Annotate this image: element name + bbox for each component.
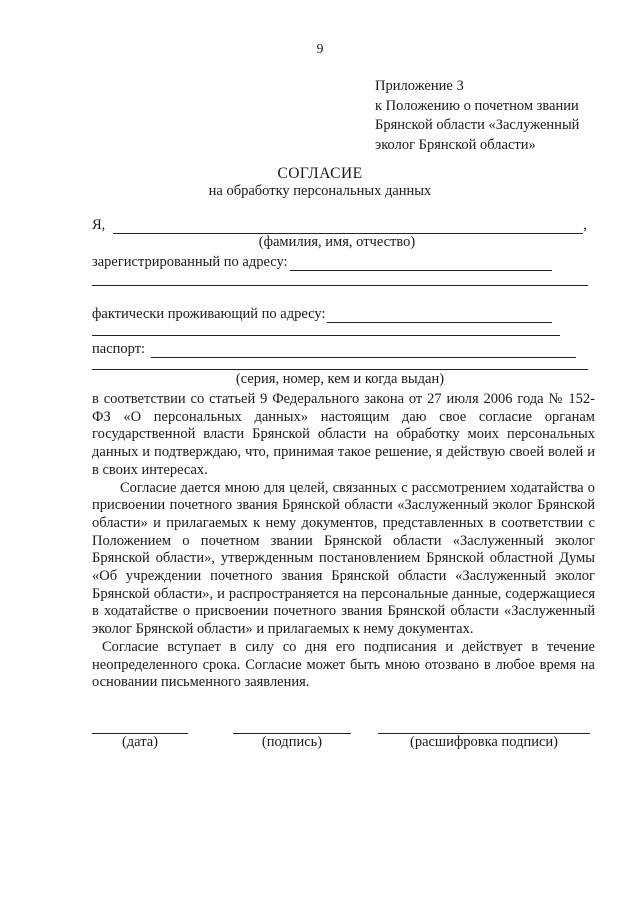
signature-decode-label: (расшифровка подписи)	[409, 734, 559, 750]
registered-row	[92, 253, 552, 271]
registered-extra-line[interactable]	[92, 285, 588, 286]
appendix-line-2: к Положению о почетном звании	[375, 97, 579, 114]
paragraph-validity: Согласие вступает в силу со дня его подписания и действует в течение неопределенного срока. Согласие может быть мною отозвано в любое время на основании письменного заявления.	[92, 638, 595, 691]
registered-input-line[interactable]	[290, 258, 552, 271]
passport-row	[92, 340, 576, 358]
appendix-line-1: Приложение 3	[375, 78, 464, 94]
actual-address-row	[92, 305, 552, 323]
paragraph-legal-basis: в соответствии со статьей 9 Федерального закона от 27 июля 2006 года № 152-ФЗ «О персональных данных» настоящим даю свое согласие органам государственной власти Брянской области на обработку моих персональных данных и подтверждаю, что, принимая такое решение, я действую своей волей и в своих интересах.	[92, 391, 595, 478]
actual-address-label: фактически проживающий по адресу:	[92, 306, 326, 322]
appendix-line-3: Брянской области «Заслуженный	[375, 117, 580, 133]
actual-address-input-line[interactable]	[327, 310, 552, 323]
document-subtitle: на обработку персональных данных	[208, 183, 432, 199]
appendix-header	[375, 77, 625, 155]
paragraph-purpose: Согласие дается мною для целей, связанных с рассмотрением ходатайства о присвоении почетного звания Брянской области «Заслуженный эколог Брянской области» и прилагаемых к нему документов, представленных в соответствии с Положением о почетном звании Брянской области «Заслуженный эколог Брянской области», утвержденным постановлением Брянской областной Думы «Об учреждении почетного звания Брянской области «Заслуженный эколог Брянской области», и распространяется на персональные данные, содержащиеся в ходатайстве о присвоении почетного звания Брянской области «Заслуженный эколог Брянской области» и прилагаемых к нему документах.	[92, 479, 595, 638]
fio-row	[92, 216, 587, 234]
passport-input-line[interactable]	[151, 345, 576, 358]
i-label: Я,	[92, 217, 106, 233]
registered-label: зарегистрированный по адресу:	[92, 254, 288, 270]
date-label: (дата)	[121, 734, 159, 750]
consent-body	[92, 391, 595, 692]
passport-hint: (серия, номер, кем и когда выдан)	[235, 371, 445, 387]
signature-label: (подпись)	[261, 734, 323, 750]
fio-hint: (фамилия, имя, отчество)	[258, 234, 416, 250]
passport-label: паспорт:	[92, 341, 146, 357]
page-number: 9	[316, 42, 324, 57]
appendix-line-4: эколог Брянской области»	[375, 136, 536, 153]
fio-input-line[interactable]	[113, 221, 583, 234]
actual-address-extra-line[interactable]	[92, 335, 560, 336]
document-title: СОГЛАСИЕ	[277, 165, 363, 182]
passport-extra-line[interactable]	[92, 369, 588, 370]
fio-comma: ,	[583, 217, 587, 233]
